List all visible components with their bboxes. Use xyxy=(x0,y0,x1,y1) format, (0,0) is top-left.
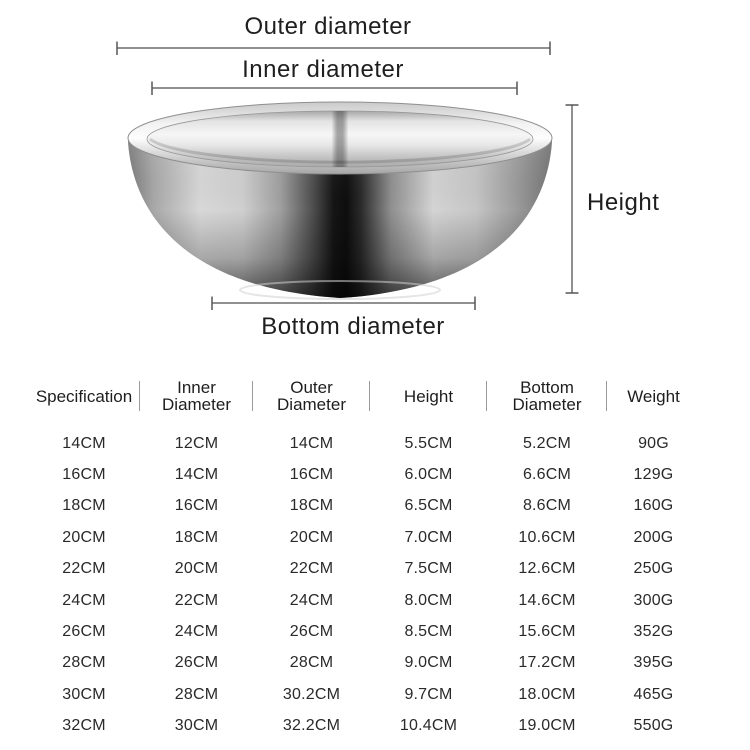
table-cell: 22CM xyxy=(62,560,106,578)
table-cell: 6.6CM xyxy=(522,466,572,484)
table-cell: 26CM xyxy=(62,623,106,641)
table-cell: 14CM xyxy=(62,434,106,452)
table-cell: 18.0CM xyxy=(518,685,576,703)
table-cell: 30CM xyxy=(62,685,106,703)
table-cell: 20CM xyxy=(174,560,219,578)
table-cell: 30.2CM xyxy=(282,685,341,703)
table-cell: 5.5CM xyxy=(404,434,453,452)
table-cell: 17.2CM xyxy=(518,654,576,672)
table-cell: 24CM xyxy=(289,591,334,609)
table-cell: 250G xyxy=(633,560,674,578)
header-outer-diameter xyxy=(253,371,370,421)
table-cell: 395G xyxy=(633,654,674,672)
table-cell: 18CM xyxy=(289,497,334,515)
bowl-dimension-diagram xyxy=(0,0,750,360)
table-cell: 160G xyxy=(633,497,674,515)
table-cell: 16CM xyxy=(62,466,106,484)
table-cell: 7.5CM xyxy=(404,560,453,578)
height-label: Height xyxy=(587,189,660,216)
bottom-diameter-label: Bottom diameter xyxy=(261,313,445,340)
header-label: Weight xyxy=(627,386,680,406)
table-row xyxy=(28,491,720,522)
table-cell: 28CM xyxy=(289,654,334,672)
table-cell: 24CM xyxy=(174,623,219,641)
table-cell: 28CM xyxy=(174,685,219,703)
header-label: Outer Diameter xyxy=(277,378,346,414)
table-cell: 16CM xyxy=(174,497,219,515)
table-cell: 8.5CM xyxy=(404,623,453,641)
header-label: Bottom Diameter xyxy=(512,378,582,414)
table-cell: 19.0CM xyxy=(518,717,576,735)
header-label: Height xyxy=(403,386,454,406)
table-row xyxy=(28,648,720,679)
header-inner-diameter xyxy=(140,371,253,421)
table-row xyxy=(28,554,720,585)
table-cell: 28CM xyxy=(62,654,106,672)
table-header-row xyxy=(28,371,720,421)
table-cell: 14CM xyxy=(174,466,219,484)
table-row xyxy=(28,616,720,647)
table-cell: 22CM xyxy=(289,560,334,578)
table-cell: 90G xyxy=(638,434,669,452)
table-cell: 32.2CM xyxy=(282,717,341,735)
table-cell: 30CM xyxy=(174,717,219,735)
table-cell: 12.6CM xyxy=(518,560,576,578)
table-cell: 9.7CM xyxy=(404,685,453,703)
table-cell: 24CM xyxy=(62,591,106,609)
table-body xyxy=(28,428,720,742)
table-cell: 9.0CM xyxy=(404,654,453,672)
inner-diameter-label: Inner diameter xyxy=(242,56,404,83)
table-row xyxy=(28,522,720,553)
table-cell: 5.2CM xyxy=(522,434,572,452)
table-cell: 22CM xyxy=(174,591,219,609)
table-cell: 18CM xyxy=(174,528,219,546)
table-cell: 18CM xyxy=(62,497,106,515)
table-cell: 550G xyxy=(633,717,674,735)
table-row xyxy=(28,679,720,710)
table-cell: 12CM xyxy=(174,434,219,452)
table-cell: 300G xyxy=(633,591,674,609)
outer-diameter-label: Outer diameter xyxy=(244,13,412,40)
specification-table xyxy=(28,371,720,742)
table-row xyxy=(28,711,720,742)
table-cell: 129G xyxy=(633,466,674,484)
table-cell: 16CM xyxy=(289,466,334,484)
table-cell: 20CM xyxy=(62,528,106,546)
table-cell: 8.0CM xyxy=(404,591,453,609)
table-cell: 352G xyxy=(633,623,674,641)
table-cell: 26CM xyxy=(289,623,334,641)
table-cell: 15.6CM xyxy=(518,623,576,641)
table-cell: 26CM xyxy=(174,654,219,672)
table-cell: 14.6CM xyxy=(518,591,576,609)
outer-diameter-line xyxy=(117,42,550,56)
table-cell: 8.6CM xyxy=(522,497,572,515)
table-cell: 32CM xyxy=(62,717,106,735)
table-cell: 14CM xyxy=(289,434,334,452)
header-label: Inner Diameter xyxy=(162,378,231,414)
table-cell: 20CM xyxy=(289,528,334,546)
table-cell: 10.6CM xyxy=(518,528,576,546)
table-row xyxy=(28,585,720,616)
header-specification xyxy=(28,371,140,421)
height-line xyxy=(566,105,579,293)
header-bottom-diameter xyxy=(487,371,607,421)
table-row xyxy=(28,428,720,459)
header-weight xyxy=(607,371,700,421)
table-row xyxy=(28,459,720,490)
stainless-steel-bowl-image xyxy=(128,102,552,299)
table-cell: 6.0CM xyxy=(404,466,453,484)
table-cell: 10.4CM xyxy=(399,717,458,735)
table-cell: 200G xyxy=(633,528,674,546)
header-height xyxy=(370,371,487,421)
table-cell: 465G xyxy=(633,685,674,703)
header-label: Specification xyxy=(35,386,133,406)
table-cell: 7.0CM xyxy=(404,528,453,546)
table-cell: 6.5CM xyxy=(404,497,453,515)
